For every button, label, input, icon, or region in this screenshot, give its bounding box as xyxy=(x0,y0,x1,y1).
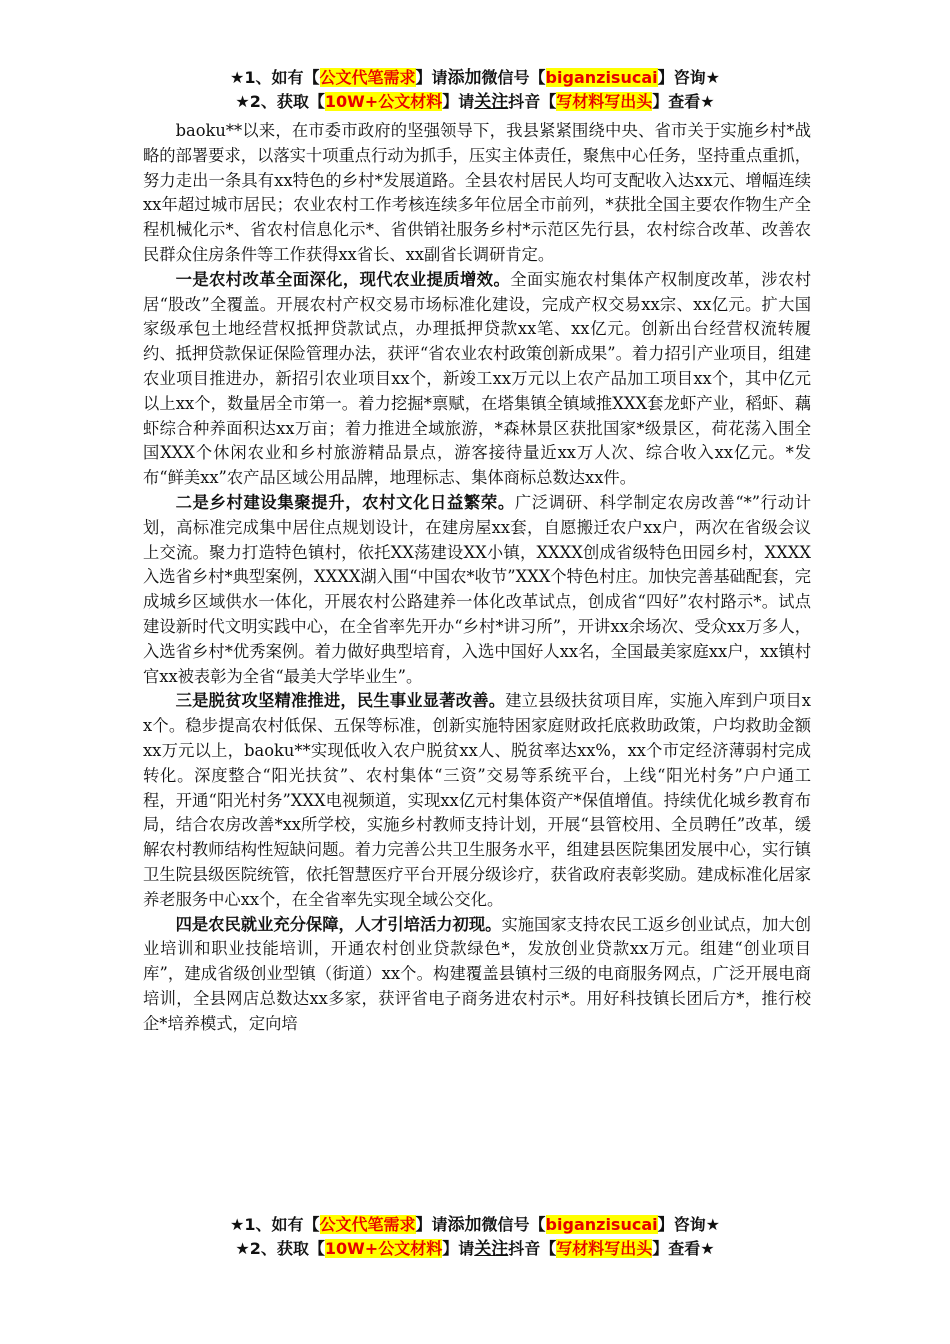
paragraph-heading: 一是农村改革全面深化，现代农业提质增效。 xyxy=(175,269,511,289)
banner-text: 】请 xyxy=(442,92,475,111)
banner-text: 微信号【 xyxy=(481,68,546,87)
banner-line-2 xyxy=(0,90,950,114)
paragraph-text: 全面实施农村集体产权制度改革，涉农村居“股改”全覆盖。开展农村产权交易市场标准化建设，完成产权交易xx宗、xx亿元。扩大国家级承包土地经营权抵押贷款试点，办理抵押贷款xx笔、xx亿元。创新出台经营权流转履约、抵押贷款保证保险管理办法，获评“省农业农村政策创新成果”。着力招引产业项目，组建农业项目推进办，新招引农业项目xx个，新竣工xx万元以上农产品加工项目xx个，其中亿元以上xx个，数量居全市第一。着力挖掘*禀赋，在塔集镇全镇域推XXX套龙虾产业，稻虾、藕虾综合种养面积达xx万亩；着力推进全域旅游，*森林景区获批国家*级景区，荷花荡入围全国XXX个休闲农业和乡村旅游精品景点，游客接待量近xx万人次、综合收入xx亿元。*发布“鲜美xx”农产品区域公用品牌，地理标志、集体商标总数达xx件。 xyxy=(143,269,811,488)
banner-text: 】请 xyxy=(442,1239,475,1258)
banner-text: 】请 xyxy=(415,68,448,87)
document-body xyxy=(143,119,811,1036)
banner-text: 】请 xyxy=(415,1215,448,1234)
banner-text: 微信号【 xyxy=(481,1215,546,1234)
footer-banner xyxy=(0,1213,950,1261)
wechat-id-highlight: biganzisucai xyxy=(545,68,658,87)
banner-line-1 xyxy=(0,66,950,90)
banner-highlight: 10W+公文材料 xyxy=(324,92,443,111)
banner-emphasis: 关注 xyxy=(474,1239,509,1259)
banner-highlight: 公文代笔需求 xyxy=(319,1215,416,1234)
banner-emphasis: 添加 xyxy=(447,68,482,88)
banner-text: ★2、获取【 xyxy=(235,92,325,111)
banner-line-1 xyxy=(0,1213,950,1237)
banner-emphasis: 关注 xyxy=(474,92,509,112)
douyin-id-highlight: 写材料写出头 xyxy=(556,1239,653,1258)
banner-text: 抖音【 xyxy=(508,92,557,111)
douyin-id-highlight: 写材料写出头 xyxy=(556,92,653,111)
banner-text: ★2、获取【 xyxy=(235,1239,325,1258)
banner-highlight: 公文代笔需求 xyxy=(319,68,416,87)
paragraph-text: 实施国家支持农民工返乡创业试点，加大创业培训和职业技能培训，开通农村创业贷款绿色*，发放创业贷款xx万元。组建“创业项目库”，建成省级创业型镇（街道）xx个。构建覆盖县镇村三级的电商服务网点，广泛开展电商培训，全县网店总数达xx多家，获评省电子商务进农村示*。用好科技镇长团后方*，推行校企*培养模式，定向培 xyxy=(143,914,811,1033)
banner-text: 抖音【 xyxy=(508,1239,557,1258)
paragraph-text: baoku**以来，在市委市政府的坚强领导下，我县紧紧围绕中央、省市关于实施乡村*战略的部署要求，以落实十项重点行动为抓手，压实主体责任，聚焦中心任务，坚持重点重抓，努力走出一条具有xx特色的乡村*发展道路。全县农村居民人均可支配收入达xx元、增幅连续xx年超过城市居民；农业农村工作考核连续多年位居全市前列，*获批全国主要农作物生产全程机械化示*、省农村信息化示*、省供销社服务乡村*示范区先行县，农村综合改革、改善农民群众住房条件等工作获得xx省长、xx副省长调研肯定。 xyxy=(143,121,811,264)
paragraph-4 xyxy=(143,913,811,1037)
paragraph-text: 广泛调研、科学制定农房改善“*”行动计划，高标准完成集中居住点规划设计，在建房屋xx套，自愿搬迁农户xx户，两次在省级会议上交流。聚力打造特色镇村，依托XX荡建设XX小镇，XXXX创成省级特色田园乡村，XXXX入选省乡村*典型案例，XXXX湖入围“中国农*收节”XXX个特色村庄。加快完善基础配套，完成城乡区域供水一体化，开展农村公路建养一体化改革试点，创成省“四好”农村路示*。试点建设新时代文明实践中心，在全省率先开办“乡村*讲习所”，开讲xx余场次、受众xx万多人，入选省乡村*优秀案例。着力做好典型培育，入选中国好人xx名，全国最美家庭xx户，xx镇村官xx被表彰为全省“最美大学毕业生”。 xyxy=(143,492,811,686)
banner-text: ★1、如有【 xyxy=(230,1215,320,1234)
paragraph-heading: 三是脱贫攻坚精准推进，民生事业显著改善。 xyxy=(175,691,506,711)
paragraph-heading: 二是乡村建设集聚提升，农村文化日益繁荣。 xyxy=(175,492,515,512)
wechat-id-highlight: biganzisucai xyxy=(545,1215,658,1234)
banner-text: 】咨询★ xyxy=(657,68,720,87)
paragraph-3 xyxy=(143,689,811,912)
banner-text: 】咨询★ xyxy=(657,1215,720,1234)
banner-text: 】查看★ xyxy=(652,92,715,111)
banner-line-2 xyxy=(0,1237,950,1261)
paragraph-1 xyxy=(143,268,811,491)
banner-emphasis: 添加 xyxy=(447,1215,482,1235)
banner-highlight: 10W+公文材料 xyxy=(324,1239,443,1258)
paragraph-heading: 四是农民就业充分保障，人才引培活力初现。 xyxy=(175,914,502,934)
banner-text: ★1、如有【 xyxy=(230,68,320,87)
header-banner xyxy=(0,66,950,114)
paragraph-intro xyxy=(143,119,811,268)
banner-text: 】查看★ xyxy=(652,1239,715,1258)
paragraph-text: 建立县级扶贫项目库，实施入库到户项目xx个。稳步提高农村低保、五保等标准，创新实施特困家庭财政托底救助政策，户均救助金额xx万元以上，baoku**实现低收入农户脱贫xx人、脱贫率达xx%，xx个市定经济薄弱村完成转化。深度整合“阳光扶贫”、农村集体“三资”交易等系统平台，上线“阳光村务”户户通工程，开通“阳光村务”XXX电视频道，实现xx亿元村集体资产*保值增值。持续优化城乡教育布局，结合农房改善*xx所学校，实施乡村教师支持计划，开展“县管校用、全员聘任”改革，缓解农村教师结构性短缺问题。着力完善公共卫生服务水平，组建县医院集团发展中心，实行镇卫生院县级医院统管，依托智慧医疗平台开展分级诊疗，获省政府表彰奖励。建成标准化居家养老服务中心xx个，在全省率先实现全域公交化。 xyxy=(143,691,811,909)
paragraph-2 xyxy=(143,491,811,689)
